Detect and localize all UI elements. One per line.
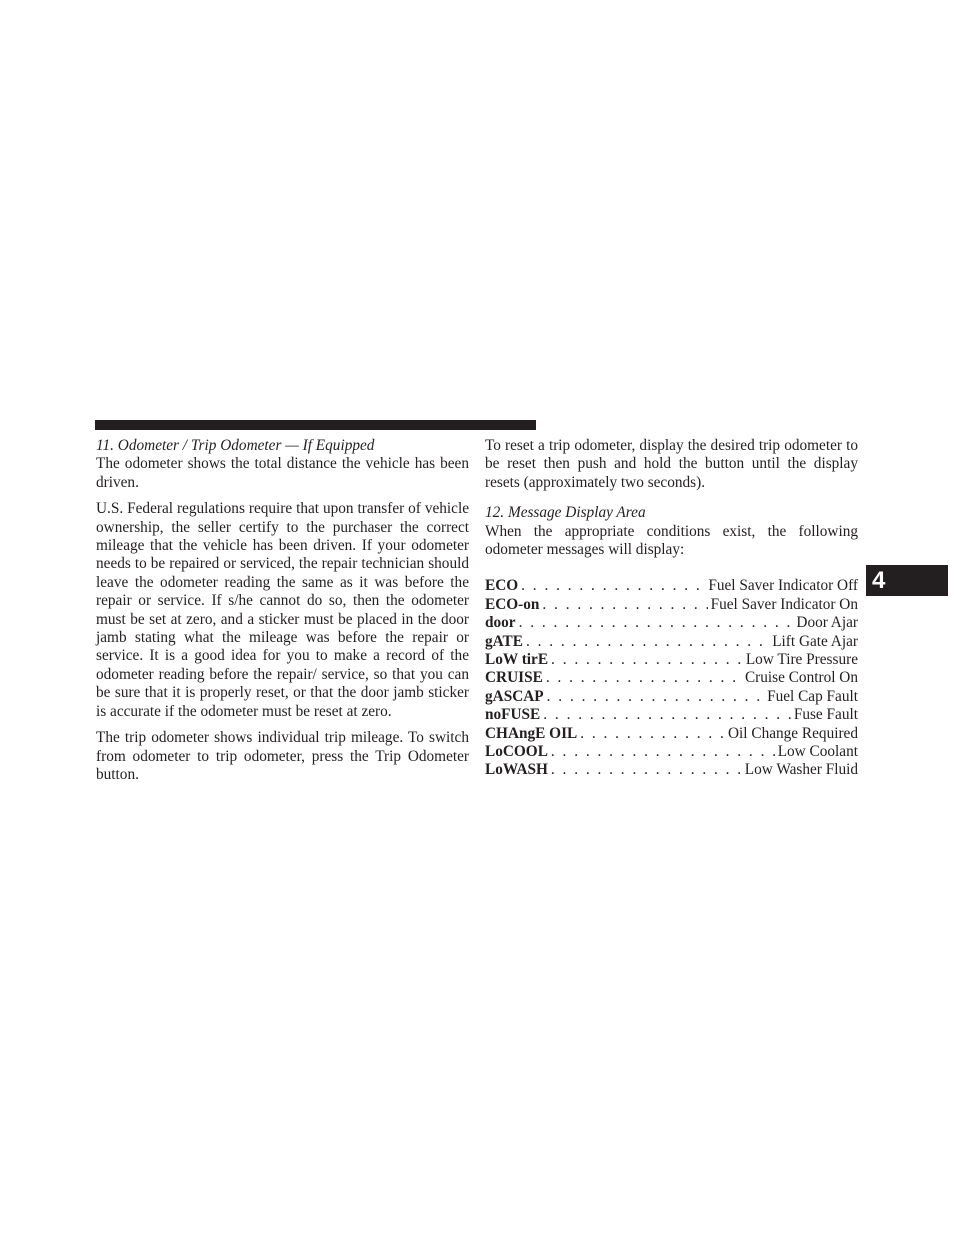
dot-leader	[551, 761, 742, 779]
paragraph: The odometer shows the total distance the vehicle has been driven.	[96, 455, 469, 491]
message-code: CRUISE	[485, 669, 543, 687]
message-row	[485, 614, 858, 632]
message-description: Fuel Saver Indicator On	[710, 595, 858, 613]
message-description: Fuel Cap Fault	[767, 687, 858, 705]
section-heading-odometer: 11. Odometer / Trip Odometer — If Equipped	[96, 437, 375, 454]
message-code: noFUSE	[485, 706, 541, 724]
message-code: CHAngE OIL	[485, 724, 578, 742]
message-row	[485, 633, 858, 651]
message-description: Lift Gate Ajar	[772, 632, 858, 650]
dot-leader	[580, 725, 725, 743]
dot-leader	[551, 743, 775, 761]
message-code: LoCOOL	[485, 742, 548, 760]
dot-leader	[542, 596, 707, 614]
paragraph: When the appropriate conditions exist, the following odometer messages will display:	[485, 522, 858, 559]
message-row	[485, 577, 858, 595]
message-description: Cruise Control On	[744, 669, 858, 687]
right-column	[485, 437, 858, 780]
dot-leader	[521, 577, 705, 595]
dot-leader	[547, 688, 764, 706]
section-rule	[95, 420, 536, 430]
message-description: Low Washer Fluid	[744, 761, 858, 779]
message-code: gATE	[485, 632, 523, 650]
paragraph: To reset a trip odometer, display the desired trip odometer to be reset then push and hold the button until the display resets (approximately two seconds).	[485, 437, 858, 491]
message-code: door	[485, 614, 516, 632]
dot-leader	[546, 669, 742, 687]
message-list	[485, 577, 858, 779]
dot-leader	[551, 651, 743, 669]
message-code: gASCAP	[485, 687, 544, 705]
message-description: Fuel Saver Indicator Off	[708, 577, 858, 595]
paragraph: The trip odometer shows individual trip mileage. To switch from odometer to trip odometer, press the Trip Odometer button.	[96, 729, 469, 783]
message-row	[485, 725, 858, 743]
dot-leader	[519, 614, 794, 632]
message-row	[485, 596, 858, 614]
message-row	[485, 651, 858, 669]
message-row	[485, 761, 858, 779]
message-row	[485, 669, 858, 687]
message-description: Oil Change Required	[728, 724, 858, 742]
message-code: ECO	[485, 577, 519, 595]
left-column	[96, 437, 469, 784]
chapter-tab: 4	[866, 565, 948, 596]
message-code: ECO-on	[485, 595, 540, 613]
message-code: LoWASH	[485, 761, 548, 779]
dot-leader	[526, 633, 769, 651]
dot-leader	[543, 706, 791, 724]
paragraph: U.S. Federal regulations require that upon transfer of vehicle ownership, the seller certify to the purchaser the correct mileage that the vehicle has been driven. If your odometer needs to be repaired or serviced, the repair technician should leave the odometer reading the same as it was before the repair or service. If s/he cannot do so, then the odometer must be set at zero, and a sticker must be placed in the door jamb stating what the mileage was before the repair or service. It is a good idea for you to make a record of the odometer reading before the repair/ service, so that you can be sure that it is properly reset, or that the door jamb sticker is accurate if the odometer must be reset at zero.	[96, 500, 469, 720]
message-description: Door Ajar	[796, 614, 858, 632]
message-description: Fuse Fault	[793, 706, 858, 724]
message-description: Low Coolant	[777, 742, 858, 760]
message-code: LoW tirE	[485, 651, 549, 668]
message-row	[485, 706, 858, 724]
message-row	[485, 688, 858, 706]
message-row	[485, 743, 858, 761]
message-description: Low Tire Pressure	[745, 651, 858, 668]
section-heading-message-display: 12. Message Display Area	[485, 504, 646, 522]
